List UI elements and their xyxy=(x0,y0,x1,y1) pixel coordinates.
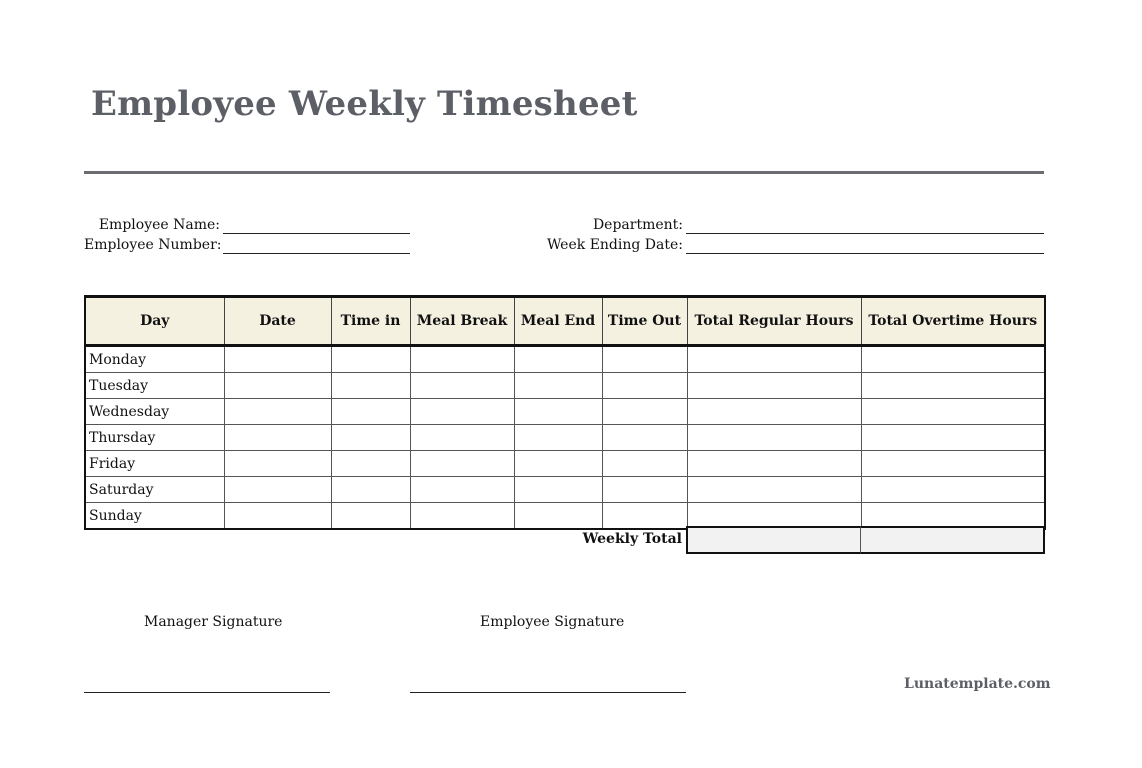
manager-signature-line[interactable] xyxy=(84,692,330,693)
table-row xyxy=(85,425,1045,451)
meal-break-cell[interactable] xyxy=(410,346,514,373)
column-header-total-overtime-hours: Total Overtime Hours xyxy=(861,297,1045,346)
weekly-total-label: Weekly Total xyxy=(582,531,682,547)
weekly-total-overtime-cell[interactable] xyxy=(860,526,1045,554)
column-header-meal-end: Meal End xyxy=(514,297,602,346)
overtime-hours-cell[interactable] xyxy=(861,477,1045,503)
meal-end-cell[interactable] xyxy=(514,346,602,373)
employee-name-label: Employee Name: xyxy=(98,217,220,233)
brand-watermark: Lunatemplate.com xyxy=(904,676,1051,692)
column-header-day: Day xyxy=(85,297,224,346)
time-in-cell[interactable] xyxy=(331,373,410,399)
table-row xyxy=(85,373,1045,399)
regular-hours-cell[interactable] xyxy=(687,399,861,425)
date-cell[interactable] xyxy=(224,425,331,451)
week-ending-date-field[interactable] xyxy=(686,253,1044,254)
time-in-cell[interactable] xyxy=(331,503,410,530)
date-cell[interactable] xyxy=(224,477,331,503)
week-ending-date-label: Week Ending Date: xyxy=(546,237,683,253)
table-header-row xyxy=(85,297,1045,346)
regular-hours-cell[interactable] xyxy=(687,425,861,451)
regular-hours-cell[interactable] xyxy=(687,451,861,477)
title-divider xyxy=(84,171,1044,174)
date-cell[interactable] xyxy=(224,399,331,425)
manager-signature-label: Manager Signature xyxy=(144,614,283,630)
regular-hours-cell[interactable] xyxy=(687,346,861,373)
meal-end-cell[interactable] xyxy=(514,451,602,477)
overtime-hours-cell[interactable] xyxy=(861,373,1045,399)
day-cell: Wednesday xyxy=(85,399,224,425)
column-header-date: Date xyxy=(224,297,331,346)
column-header-time-out: Time Out xyxy=(602,297,687,346)
meal-break-cell[interactable] xyxy=(410,399,514,425)
date-cell[interactable] xyxy=(224,346,331,373)
table-row xyxy=(85,346,1045,373)
regular-hours-cell[interactable] xyxy=(687,373,861,399)
time-in-cell[interactable] xyxy=(331,399,410,425)
meal-break-cell[interactable] xyxy=(410,503,514,530)
time-in-cell[interactable] xyxy=(331,477,410,503)
meal-end-cell[interactable] xyxy=(514,425,602,451)
date-cell[interactable] xyxy=(224,373,331,399)
table-row xyxy=(85,477,1045,503)
meal-break-cell[interactable] xyxy=(410,425,514,451)
employee-signature-line[interactable] xyxy=(410,692,686,693)
table-row xyxy=(85,451,1045,477)
date-cell[interactable] xyxy=(224,503,331,530)
meal-end-cell[interactable] xyxy=(514,399,602,425)
day-cell: Thursday xyxy=(85,425,224,451)
column-header-time-in: Time in xyxy=(331,297,410,346)
timesheet-table xyxy=(84,295,1046,530)
meal-break-cell[interactable] xyxy=(410,373,514,399)
department-field[interactable] xyxy=(686,233,1044,234)
employee-signature-label: Employee Signature xyxy=(480,614,625,630)
time-in-cell[interactable] xyxy=(331,451,410,477)
date-cell[interactable] xyxy=(224,451,331,477)
time-in-cell[interactable] xyxy=(331,425,410,451)
overtime-hours-cell[interactable] xyxy=(861,451,1045,477)
overtime-hours-cell[interactable] xyxy=(861,346,1045,373)
time-out-cell[interactable] xyxy=(602,373,687,399)
employee-number-label: Employee Number: xyxy=(84,237,222,253)
column-header-total-regular-hours: Total Regular Hours xyxy=(687,297,861,346)
department-label: Department: xyxy=(592,217,683,233)
weekly-total-regular-cell[interactable] xyxy=(686,526,862,554)
day-cell: Tuesday xyxy=(85,373,224,399)
time-out-cell[interactable] xyxy=(602,451,687,477)
overtime-hours-cell[interactable] xyxy=(861,399,1045,425)
employee-number-field[interactable] xyxy=(223,253,410,254)
overtime-hours-cell[interactable] xyxy=(861,425,1045,451)
table-row xyxy=(85,399,1045,425)
time-out-cell[interactable] xyxy=(602,477,687,503)
time-out-cell[interactable] xyxy=(602,346,687,373)
day-cell: Monday xyxy=(85,346,224,373)
meal-end-cell[interactable] xyxy=(514,373,602,399)
day-cell: Friday xyxy=(85,451,224,477)
time-in-cell[interactable] xyxy=(331,346,410,373)
meal-break-cell[interactable] xyxy=(410,477,514,503)
day-cell: Sunday xyxy=(85,503,224,530)
time-out-cell[interactable] xyxy=(602,425,687,451)
meal-end-cell[interactable] xyxy=(514,503,602,530)
meal-break-cell[interactable] xyxy=(410,451,514,477)
time-out-cell[interactable] xyxy=(602,503,687,530)
column-header-meal-break: Meal Break xyxy=(410,297,514,346)
time-out-cell[interactable] xyxy=(602,399,687,425)
page-title: Employee Weekly Timesheet xyxy=(91,84,638,124)
meal-end-cell[interactable] xyxy=(514,477,602,503)
employee-name-field[interactable] xyxy=(223,233,410,234)
regular-hours-cell[interactable] xyxy=(687,477,861,503)
day-cell: Saturday xyxy=(85,477,224,503)
